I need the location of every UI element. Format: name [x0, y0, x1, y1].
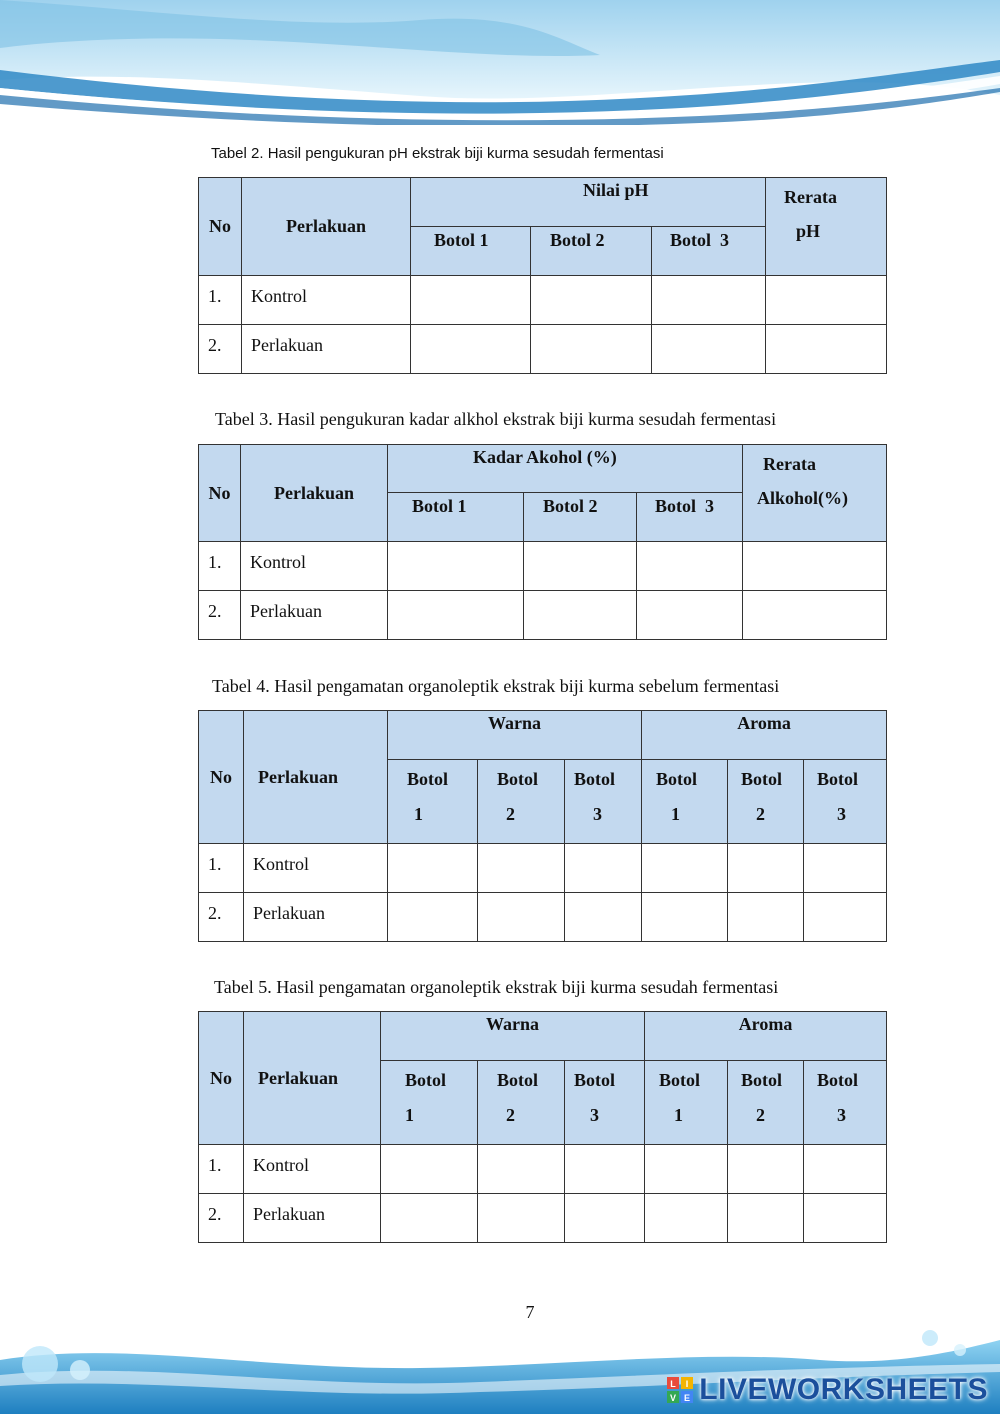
table-5-bottle-number: 1: [405, 1105, 414, 1125]
table-5-header-treatment: Perlakuan: [244, 1012, 381, 1145]
table-4-row-1-no: 1.: [199, 844, 244, 893]
table-4-row-2-cell[interactable]: [388, 893, 478, 942]
table-5-header-aroma: Aroma: [645, 1012, 887, 1061]
table-3: [198, 444, 887, 640]
table-5-header-color-bottle-3: [565, 1061, 645, 1145]
table-3-row-2-label: Perlakuan: [241, 591, 388, 640]
table-3-row-2-no: 2.: [199, 591, 241, 640]
table-3-header-group: [388, 445, 743, 493]
table-5-header-no: No: [199, 1012, 244, 1145]
table-4-bottle-number: 3: [837, 804, 847, 824]
table-5-row-2-cell[interactable]: [381, 1194, 478, 1243]
table-4-row-2-cell[interactable]: [642, 893, 728, 942]
table-4-bottle-number: 1: [671, 804, 681, 824]
table-2-row-2-label: Perlakuan: [242, 325, 411, 374]
table-3-header-bottle-2: Botol 2: [524, 493, 637, 542]
header-wave-banner: [0, 0, 1000, 125]
table-3-header-no: No: [199, 445, 241, 542]
table-3-row-1-bottle-1-cell[interactable]: [388, 542, 524, 591]
table-2-row-2-bottle-1-cell[interactable]: [411, 325, 531, 374]
table-2-header-average: [766, 178, 887, 276]
table-3-group-label: Kadar Akohol (%): [473, 447, 617, 467]
table-5-bottle-number: 3: [590, 1105, 599, 1125]
table-4-bottle-number: 3: [593, 804, 602, 824]
table-4-row-1-cell[interactable]: [642, 844, 728, 893]
table-5-bottle-number: 2: [756, 1105, 766, 1125]
table-5-bottle-number: 1: [674, 1105, 684, 1125]
table-5-row-2-cell[interactable]: [804, 1194, 887, 1243]
page-number: 7: [525, 1302, 535, 1322]
table-2-row-1-bottle-3-cell[interactable]: [652, 276, 766, 325]
table-5-bottle-word: Botol: [741, 1070, 783, 1090]
table-5-caption: Tabel 5. Hasil pengamatan organoleptik ekstrak biji kurma sesudah fermentasi: [214, 977, 779, 997]
table-5-header-color: Warna: [381, 1012, 645, 1061]
table-4-row-2-cell[interactable]: [478, 893, 565, 942]
table-3-row-2-bottle-3-cell[interactable]: [637, 591, 743, 640]
table-2-header-bottle-1: Botol 1: [411, 227, 531, 276]
table-2-header-treatment: Perlakuan: [242, 178, 411, 276]
brand-name: LIVEWORKSHEETS: [699, 1373, 988, 1406]
table-4-row-2-cell[interactable]: [565, 893, 642, 942]
table-4-bottle-word: Botol: [741, 769, 783, 789]
table-4-bottle-word: Botol: [656, 769, 698, 789]
table-row: [199, 1194, 887, 1243]
table-3-row-1-bottle-2-cell[interactable]: [524, 542, 637, 591]
table-3-header-average: [743, 445, 887, 542]
table-4-bottle-word: Botol: [817, 769, 859, 789]
table-4-header-aroma-bottle-1: [642, 760, 728, 844]
brand-badge-letter: E: [684, 1393, 691, 1403]
table-2-header-bottle-2: Botol 2: [531, 227, 652, 276]
table-5-row-1-cell[interactable]: [565, 1145, 645, 1194]
table-2-caption: Tabel 2. Hasil pengukuran pH ekstrak biji kurma sesudah fermentasi: [211, 145, 664, 162]
table-4-row-1-cell[interactable]: [388, 844, 478, 893]
table-5-bottle-number: 3: [837, 1105, 847, 1125]
table-4-caption: Tabel 4. Hasil pengamatan organoleptik ekstrak biji kurma sebelum fermentasi: [212, 676, 780, 696]
brand-badge-letter: V: [670, 1393, 677, 1403]
table-4-header-aroma-bottle-2: [728, 760, 804, 844]
table-5-bottle-word: Botol: [817, 1070, 859, 1090]
table-5-header-aroma-bottle-3: [804, 1061, 887, 1145]
table-3-row-1-bottle-3-cell[interactable]: [637, 542, 743, 591]
table-2: [198, 177, 887, 374]
table-4-header-color-bottle-2: [478, 760, 565, 844]
table-4-bottle-number: 1: [414, 804, 423, 824]
table-3-average-label-line2: Alkohol(%): [757, 488, 849, 508]
table-2-row-1-average-cell[interactable]: [766, 276, 887, 325]
table-4-row-2-no: 2.: [199, 893, 244, 942]
table-row: [199, 844, 887, 893]
table-5-row-2-cell[interactable]: [645, 1194, 728, 1243]
table-2-row-1-bottle-2-cell[interactable]: [531, 276, 652, 325]
brand-badge-letter: L: [670, 1379, 677, 1389]
brand-watermark: [667, 1373, 988, 1407]
table-2-row-2-bottle-2-cell[interactable]: [531, 325, 652, 374]
table-5-bottle-word: Botol: [659, 1070, 701, 1090]
table-5-row-1-label: Kontrol: [244, 1145, 381, 1194]
table-3-header-treatment: Perlakuan: [241, 445, 388, 542]
brand-logo-icon: [667, 1377, 693, 1403]
table-2-header-group: [411, 178, 766, 227]
table-5-header-color-bottle-1: [381, 1061, 478, 1145]
table-5-row-1-cell[interactable]: [728, 1145, 804, 1194]
table-2-average-label-line1: Rerata: [784, 187, 837, 207]
table-4-header-treatment: Perlakuan: [244, 711, 388, 844]
table-3-caption: Tabel 3. Hasil pengukuran kadar alkhol ekstrak biji kurma sesudah fermentasi: [215, 409, 777, 429]
table-4-header-aroma-bottle-3: [804, 760, 887, 844]
table-2-row-1-label: Kontrol: [242, 276, 411, 325]
table-3-row-2-bottle-2-cell[interactable]: [524, 591, 637, 640]
table-row: [199, 276, 887, 325]
table-2-header-no: No: [199, 178, 242, 276]
table-4-bottle-word: Botol: [574, 769, 616, 789]
table-3-row-2-bottle-1-cell[interactable]: [388, 591, 524, 640]
table-2-row-2-bottle-3-cell[interactable]: [652, 325, 766, 374]
brand-badge-letter: I: [686, 1379, 689, 1389]
table-5-bottle-number: 2: [506, 1105, 515, 1125]
table-5-row-1-cell[interactable]: [478, 1145, 565, 1194]
table-5-bottle-word: Botol: [574, 1070, 616, 1090]
table-5-bottle-word: Botol: [405, 1070, 447, 1090]
table-row: [199, 893, 887, 942]
table-4-row-1-cell[interactable]: [728, 844, 804, 893]
table-4-row-1-label: Kontrol: [244, 844, 388, 893]
table-5-header-aroma-bottle-1: [645, 1061, 728, 1145]
table-4-header-color: Warna: [388, 711, 642, 760]
table-row: [199, 542, 887, 591]
table-4-row-1-cell[interactable]: [565, 844, 642, 893]
table-row: [199, 1145, 887, 1194]
table-3-header-bottle-1: Botol 1: [388, 493, 524, 542]
table-2-header-bottle-3: Botol 3: [652, 227, 766, 276]
table-3-header-bottle-3: Botol 3: [637, 493, 743, 542]
table-3-row-1-label: Kontrol: [241, 542, 388, 591]
table-5-bottle-word: Botol: [497, 1070, 539, 1090]
table-5: [198, 1011, 887, 1243]
table-5-row-2-cell[interactable]: [728, 1194, 804, 1243]
table-4-row-1-cell[interactable]: [478, 844, 565, 893]
table-4-bottle-word: Botol: [497, 769, 539, 789]
table-4-row-2-label: Perlakuan: [244, 893, 388, 942]
table-5-row-2-cell[interactable]: [565, 1194, 645, 1243]
table-4: [198, 710, 887, 942]
table-4-header-no: No: [199, 711, 244, 844]
table-4-row-2-cell[interactable]: [804, 893, 887, 942]
table-4-bottle-word: Botol: [407, 769, 449, 789]
table-2-row-1-no: 1.: [199, 276, 242, 325]
table-3-row-1-average-cell[interactable]: [743, 542, 887, 591]
table-5-row-1-no: 1.: [199, 1145, 244, 1194]
table-4-header-color-bottle-1: [388, 760, 478, 844]
table-2-average-label-line2: pH: [796, 221, 821, 241]
table-3-row-1-no: 1.: [199, 542, 241, 591]
table-2-row-2-average-cell[interactable]: [766, 325, 887, 374]
table-5-row-1-cell[interactable]: [804, 1145, 887, 1194]
table-2-group-label: Nilai pH: [583, 180, 649, 200]
table-5-header-color-bottle-2: [478, 1061, 565, 1145]
table-4-header-color-bottle-3: [565, 760, 642, 844]
table-4-row-1-cell[interactable]: [804, 844, 887, 893]
table-5-row-2-cell[interactable]: [478, 1194, 565, 1243]
table-5-row-1-cell[interactable]: [645, 1145, 728, 1194]
table-4-header-aroma: Aroma: [642, 711, 887, 760]
table-5-header-aroma-bottle-2: [728, 1061, 804, 1145]
table-5-row-2-label: Perlakuan: [244, 1194, 381, 1243]
table-2-row-2-no: 2.: [199, 325, 242, 374]
table-3-row-2-average-cell[interactable]: [743, 591, 887, 640]
table-4-bottle-number: 2: [756, 804, 766, 824]
table-row: [199, 325, 887, 374]
table-row: [199, 591, 887, 640]
table-4-bottle-number: 2: [506, 804, 515, 824]
table-4-row-2-cell[interactable]: [728, 893, 804, 942]
table-3-average-label-line1: Rerata: [763, 454, 816, 474]
table-2-row-1-bottle-1-cell[interactable]: [411, 276, 531, 325]
table-5-row-1-cell[interactable]: [381, 1145, 478, 1194]
table-5-row-2-no: 2.: [199, 1194, 244, 1243]
